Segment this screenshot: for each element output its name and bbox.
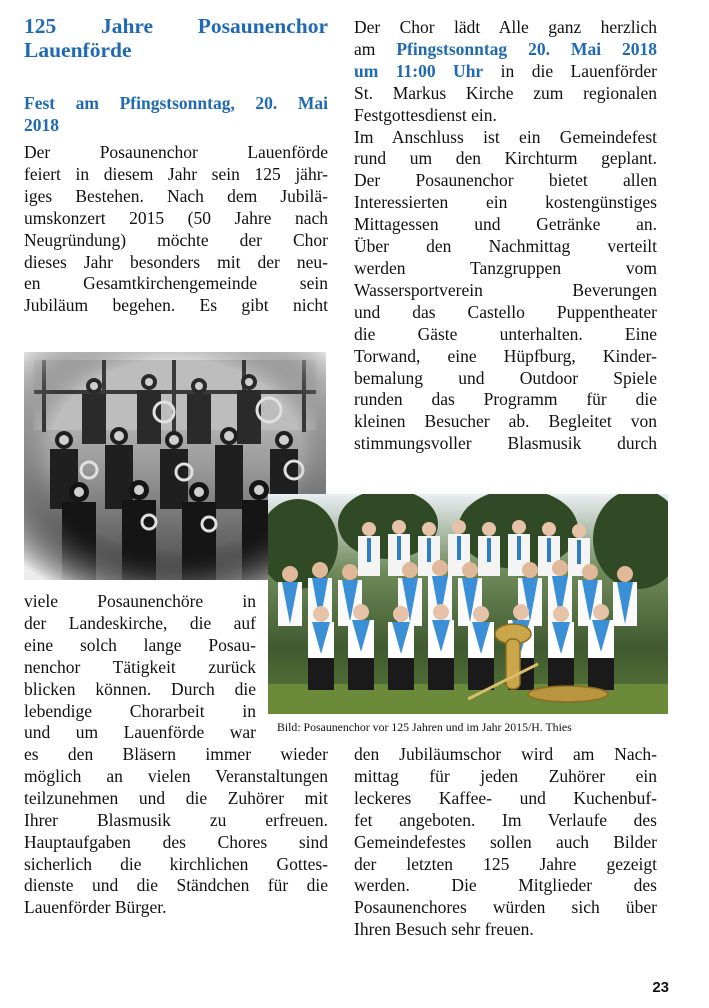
text-line: Festgottesdienst ein. <box>354 104 497 125</box>
text-line: Der Chor lädt Alle ganz herzlich <box>354 17 657 37</box>
text-line: sicherlich die kirchlichen Gottes- <box>24 853 328 874</box>
text-line: feiert in diesem Jahr sein 125 jähr- <box>24 163 328 184</box>
text-line: den Jubiläumschor wird am Nach- <box>354 744 657 764</box>
text-line: eine solch lange Posau- <box>24 634 256 655</box>
text-line: Jubiläum begehen. Es gibt nicht <box>24 295 328 316</box>
text-line: Hauptaufgaben des Chores sind <box>24 831 328 852</box>
page-number: 23 <box>652 979 669 996</box>
title-word-3: Posaunenchor <box>197 14 328 38</box>
article-title <box>24 14 328 62</box>
col1-bottom-paragraph <box>24 744 328 919</box>
text-line: Posaunenchores würden sich über <box>354 897 657 918</box>
text-line: kleinen Besucher ab. Begleitet von <box>354 411 657 432</box>
subtitle-line-1: Fest am Pfingstsonntag, 20. Mai <box>24 93 328 113</box>
text-line: dienste und die Ständchen für die <box>24 875 328 896</box>
text-line: werden. Die Mitglieder des <box>354 875 657 896</box>
text-line: leckeres Kaffee- und Kuchenbuf- <box>354 787 657 808</box>
text-line: mittag für jeden Zuhörer ein <box>354 765 657 786</box>
text-line: Ihrer Blasmusik zu erfreuen. <box>24 809 328 830</box>
title-line-2: Lauenförde <box>24 38 132 62</box>
text-line: St. Markus Kirche zum regionalen <box>354 82 657 103</box>
text-line <box>354 61 657 83</box>
text-line: möglich an vielen Veranstaltungen <box>24 765 328 786</box>
col1-mid-paragraph <box>24 591 256 744</box>
text-line: umskonzert 2015 (50 Jahre nach <box>24 207 328 228</box>
text-line: Mittagessen und Getränke an. <box>354 214 657 235</box>
text-line: Lauenförder Bürger. <box>24 897 167 918</box>
text-line: Interessierten ein kostengünstiges <box>354 192 657 213</box>
text-line: Neugründung) möchte der Chor <box>24 229 328 250</box>
text-line: es den Bläsern immer wieder <box>24 744 328 764</box>
choir-2015-photo-art <box>268 494 668 714</box>
text-line: der letzten 125 Jahre gezeigt <box>354 853 657 874</box>
text-line: runden das Programm für die <box>354 389 657 410</box>
text-line: nenchor Tätigkeit zurück <box>24 656 256 677</box>
text-line: Der Posaunenchor bietet allen <box>354 170 657 191</box>
text-line: viele Posaunenchöre in <box>24 591 256 611</box>
text-line: stimmungsvoller Blasmusik durch <box>354 433 657 454</box>
choir-2015-photo <box>268 494 668 714</box>
text-line: rund um den Kirchturm geplant. <box>354 148 657 169</box>
text-line: iges Bestehen. Nach dem Jubilä- <box>24 185 328 206</box>
text-line: Im Anschluss ist ein Gemeindefest <box>354 126 657 147</box>
text-run: in die Lauenförder <box>483 60 658 81</box>
text-line: bemalung und Outdoor Spiele <box>354 367 657 388</box>
text-line: Über den Nachmittag verteilt <box>354 236 657 257</box>
event-date: Pfingstsonntag 20. Mai 2018 <box>396 38 657 59</box>
text-run: am <box>354 38 397 59</box>
text-line: Der Posaunenchor Lauenförde <box>24 142 328 162</box>
text-line <box>354 39 657 61</box>
text-line: dieses Jahr besonders mit der neu- <box>24 251 328 272</box>
text-line: Gemeindefestes sollen auch Bilder <box>354 831 657 852</box>
text-line: teilzunehmen und die Zuhörer mit <box>24 787 328 808</box>
col1-top-paragraph <box>24 142 328 317</box>
event-time: um 11:00 Uhr <box>354 60 484 81</box>
text-line: fet angeboten. Im Verlaufe des <box>354 809 657 830</box>
text-line: lebendige Chorarbeit in <box>24 700 256 721</box>
title-word-2: Jahre <box>100 14 154 38</box>
text-line: en Gesamtkirchengemeinde sein <box>24 273 328 294</box>
text-line: und um Lauenförde war <box>24 722 256 743</box>
col2-bottom-paragraph <box>354 744 657 941</box>
title-word-1: 125 <box>24 14 57 38</box>
photo-caption: Bild: Posaunenchor vor 125 Jahren und im Jahr 2015/H. Thies <box>277 720 572 734</box>
text-line: werden Tanzgruppen vom <box>354 257 657 278</box>
text-line: Wassersportverein Beverungen <box>354 279 657 300</box>
text-line: und das Castello Puppentheater <box>354 301 657 322</box>
text-line: die Gäste unterhalten. Eine <box>354 323 657 344</box>
text-line: der Landeskirche, die auf <box>24 612 256 633</box>
text-line: Ihren Besuch sehr freuen. <box>354 919 534 940</box>
col2-top-paragraph <box>354 17 657 455</box>
text-line: Torwand, eine Hüpfburg, Kinder- <box>354 345 657 366</box>
subtitle-line-2: 2018 <box>24 115 59 135</box>
article-subtitle <box>24 92 328 136</box>
text-line: blicken können. Durch die <box>24 678 256 699</box>
